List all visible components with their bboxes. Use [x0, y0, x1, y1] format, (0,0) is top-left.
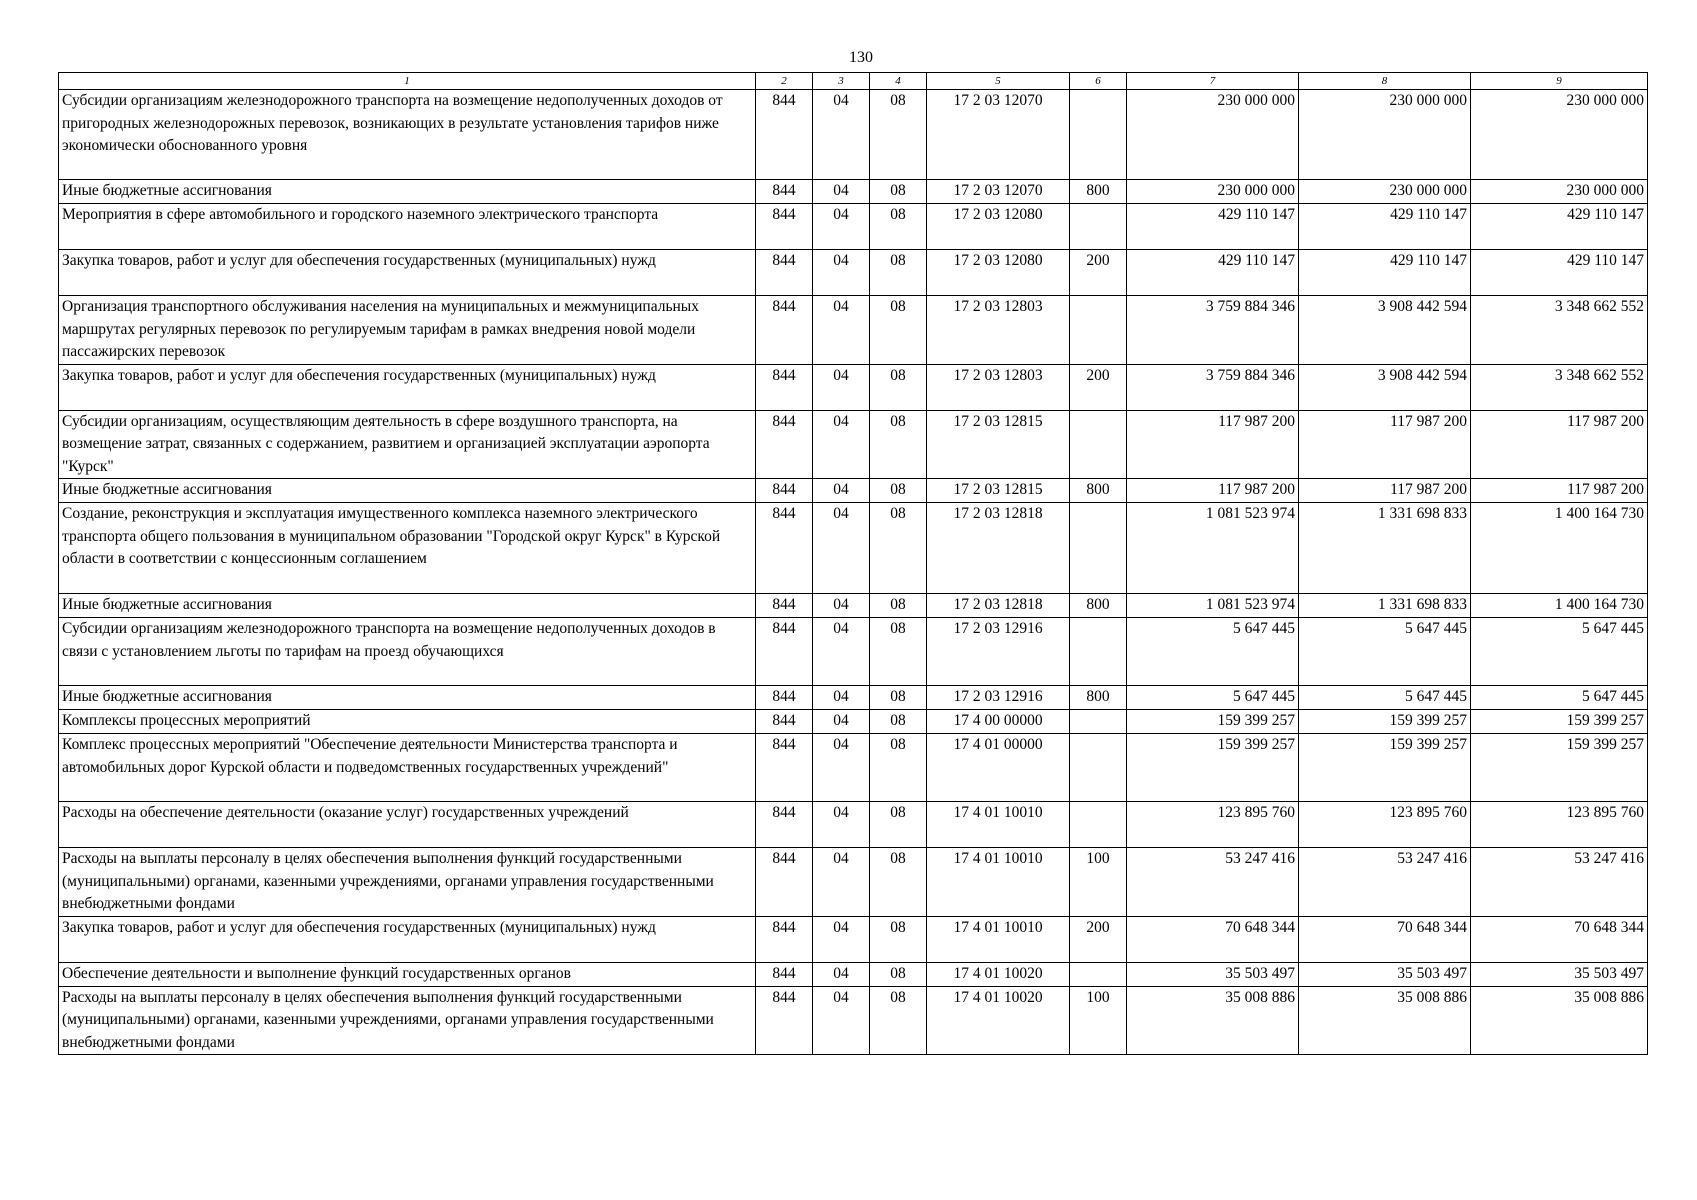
row-section-code: 04: [813, 986, 870, 1055]
table-row: [59, 916, 1648, 962]
row-amount-year-1: 3 759 884 346: [1127, 296, 1299, 365]
row-expense-type-code: 200: [1070, 916, 1127, 962]
row-amount-year-2: 159 399 257: [1299, 710, 1471, 734]
row-grbs-code: 844: [756, 503, 813, 594]
row-target-article-code: 17 4 01 10020: [927, 986, 1070, 1055]
row-amount-year-1: 159 399 257: [1127, 734, 1299, 802]
row-grbs-code: 844: [756, 802, 813, 848]
row-amount-year-2: 159 399 257: [1299, 734, 1471, 802]
table-row: [59, 180, 1648, 204]
row-name: Расходы на выплаты персоналу в целях обеспечения выполнения функций государственными (муниципальными) органами, казенными учреждениями, органами управления государственными внебюджетными фондами: [59, 848, 756, 917]
row-amount-year-3: 1 400 164 730: [1471, 503, 1648, 594]
table-row: [59, 594, 1648, 618]
row-section-code: 04: [813, 710, 870, 734]
row-amount-year-3: 429 110 147: [1471, 250, 1648, 296]
row-section-code: 04: [813, 686, 870, 710]
row-grbs-code: 844: [756, 204, 813, 250]
table-row: [59, 410, 1648, 479]
row-amount-year-2: 5 647 445: [1299, 618, 1471, 686]
row-amount-year-3: 1 400 164 730: [1471, 594, 1648, 618]
table-row: [59, 618, 1648, 686]
row-expense-type-code: [1070, 204, 1127, 250]
row-amount-year-3: 230 000 000: [1471, 90, 1648, 180]
row-expense-type-code: [1070, 962, 1127, 986]
row-section-code: 04: [813, 802, 870, 848]
row-grbs-code: 844: [756, 594, 813, 618]
row-amount-year-3: 159 399 257: [1471, 734, 1648, 802]
row-amount-year-2: 3 908 442 594: [1299, 364, 1471, 410]
row-target-article-code: 17 4 01 10010: [927, 848, 1070, 917]
row-amount-year-1: 5 647 445: [1127, 618, 1299, 686]
row-expense-type-code: 800: [1070, 479, 1127, 503]
table-row: [59, 710, 1648, 734]
row-amount-year-1: 123 895 760: [1127, 802, 1299, 848]
row-section-code: 04: [813, 250, 870, 296]
row-name: Организация транспортного обслуживания населения на муниципальных и межмуниципальных маршрутах регулярных перевозок по регулируемым тарифам в рамках внедрения новой модели пассажирских перевозок: [59, 296, 756, 365]
row-amount-year-2: 117 987 200: [1299, 479, 1471, 503]
row-name: Иные бюджетные ассигнования: [59, 180, 756, 204]
row-amount-year-2: 3 908 442 594: [1299, 296, 1471, 365]
row-grbs-code: 844: [756, 618, 813, 686]
row-target-article-code: 17 2 03 12815: [927, 410, 1070, 479]
table-row: [59, 686, 1648, 710]
row-amount-year-1: 1 081 523 974: [1127, 594, 1299, 618]
row-subsection-code: 08: [870, 364, 927, 410]
row-section-code: 04: [813, 364, 870, 410]
row-grbs-code: 844: [756, 686, 813, 710]
row-grbs-code: 844: [756, 410, 813, 479]
row-target-article-code: 17 4 00 00000: [927, 710, 1070, 734]
row-subsection-code: 08: [870, 962, 927, 986]
row-name: Иные бюджетные ассигнования: [59, 686, 756, 710]
row-amount-year-3: 230 000 000: [1471, 180, 1648, 204]
table-row: [59, 503, 1648, 594]
row-expense-type-code: 800: [1070, 180, 1127, 204]
row-target-article-code: 17 2 03 12916: [927, 686, 1070, 710]
row-amount-year-2: 230 000 000: [1299, 90, 1471, 180]
column-number: 6: [1070, 73, 1127, 90]
table-row: [59, 986, 1648, 1055]
row-subsection-code: 08: [870, 90, 927, 180]
row-expense-type-code: 100: [1070, 848, 1127, 917]
table-row: [59, 296, 1648, 365]
column-number-row: [59, 73, 1648, 90]
row-name: Расходы на обеспечение деятельности (оказание услуг) государственных учреждений: [59, 802, 756, 848]
row-subsection-code: 08: [870, 734, 927, 802]
row-name: Субсидии организациям железнодорожного транспорта на возмещение недополученных доходов в связи с установлением льготы по тарифам на проезд обучающихся: [59, 618, 756, 686]
column-number: 3: [813, 73, 870, 90]
row-expense-type-code: 200: [1070, 364, 1127, 410]
row-target-article-code: 17 2 03 12803: [927, 364, 1070, 410]
table-row: [59, 204, 1648, 250]
row-section-code: 04: [813, 503, 870, 594]
row-amount-year-1: 3 759 884 346: [1127, 364, 1299, 410]
row-amount-year-3: 117 987 200: [1471, 410, 1648, 479]
row-amount-year-1: 230 000 000: [1127, 180, 1299, 204]
row-amount-year-2: 117 987 200: [1299, 410, 1471, 479]
row-name: Иные бюджетные ассигнования: [59, 479, 756, 503]
row-expense-type-code: 200: [1070, 250, 1127, 296]
row-amount-year-3: 35 008 886: [1471, 986, 1648, 1055]
row-expense-type-code: [1070, 734, 1127, 802]
row-amount-year-2: 123 895 760: [1299, 802, 1471, 848]
row-subsection-code: 08: [870, 848, 927, 917]
row-amount-year-3: 159 399 257: [1471, 710, 1648, 734]
row-target-article-code: 17 2 03 12070: [927, 90, 1070, 180]
row-amount-year-2: 1 331 698 833: [1299, 503, 1471, 594]
row-amount-year-1: 35 503 497: [1127, 962, 1299, 986]
row-amount-year-2: 35 503 497: [1299, 962, 1471, 986]
row-amount-year-2: 35 008 886: [1299, 986, 1471, 1055]
row-target-article-code: 17 2 03 12815: [927, 479, 1070, 503]
table-row: [59, 250, 1648, 296]
row-amount-year-1: 1 081 523 974: [1127, 503, 1299, 594]
column-number: 5: [927, 73, 1070, 90]
row-section-code: 04: [813, 204, 870, 250]
row-amount-year-2: 429 110 147: [1299, 204, 1471, 250]
row-amount-year-1: 429 110 147: [1127, 204, 1299, 250]
row-name: Обеспечение деятельности и выполнение функций государственных органов: [59, 962, 756, 986]
row-amount-year-3: 5 647 445: [1471, 686, 1648, 710]
column-number: 2: [756, 73, 813, 90]
row-expense-type-code: [1070, 802, 1127, 848]
table-row: [59, 364, 1648, 410]
row-amount-year-3: 70 648 344: [1471, 916, 1648, 962]
row-expense-type-code: [1070, 710, 1127, 734]
row-subsection-code: 08: [870, 802, 927, 848]
row-subsection-code: 08: [870, 594, 927, 618]
row-amount-year-2: 429 110 147: [1299, 250, 1471, 296]
row-target-article-code: 17 2 03 12070: [927, 180, 1070, 204]
row-amount-year-1: 35 008 886: [1127, 986, 1299, 1055]
row-amount-year-2: 230 000 000: [1299, 180, 1471, 204]
row-section-code: 04: [813, 410, 870, 479]
row-section-code: 04: [813, 916, 870, 962]
row-amount-year-1: 429 110 147: [1127, 250, 1299, 296]
row-expense-type-code: [1070, 503, 1127, 594]
row-amount-year-3: 123 895 760: [1471, 802, 1648, 848]
row-subsection-code: 08: [870, 204, 927, 250]
row-expense-type-code: 100: [1070, 986, 1127, 1055]
row-amount-year-3: 53 247 416: [1471, 848, 1648, 917]
table-body: [59, 90, 1648, 1055]
row-expense-type-code: 800: [1070, 686, 1127, 710]
row-target-article-code: 17 2 03 12818: [927, 503, 1070, 594]
row-subsection-code: 08: [870, 250, 927, 296]
budget-table: [58, 72, 1648, 1055]
row-subsection-code: 08: [870, 479, 927, 503]
table-row: [59, 479, 1648, 503]
row-section-code: 04: [813, 296, 870, 365]
row-name: Комплекс процессных мероприятий "Обеспечение деятельности Министерства транспорта и автомобильных дорог Курской области и подведомственных государственных учреждений": [59, 734, 756, 802]
row-amount-year-1: 70 648 344: [1127, 916, 1299, 962]
row-name: Субсидии организациям, осуществляющим деятельность в сфере воздушного транспорта, на возмещение затрат, связанных с содержанием, развитием и организацией эксплуатации аэропорта "Курск": [59, 410, 756, 479]
row-name: Закупка товаров, работ и услуг для обеспечения государственных (муниципальных) нужд: [59, 250, 756, 296]
row-name: Закупка товаров, работ и услуг для обеспечения государственных (муниципальных) нужд: [59, 916, 756, 962]
row-subsection-code: 08: [870, 503, 927, 594]
row-amount-year-1: 53 247 416: [1127, 848, 1299, 917]
row-section-code: 04: [813, 90, 870, 180]
row-target-article-code: 17 4 01 10010: [927, 916, 1070, 962]
row-target-article-code: 17 2 03 12080: [927, 250, 1070, 296]
row-grbs-code: 844: [756, 180, 813, 204]
row-grbs-code: 844: [756, 479, 813, 503]
row-amount-year-1: 117 987 200: [1127, 479, 1299, 503]
row-subsection-code: 08: [870, 686, 927, 710]
row-subsection-code: 08: [870, 986, 927, 1055]
column-number: 8: [1299, 73, 1471, 90]
row-name: Субсидии организациям железнодорожного транспорта на возмещение недополученных доходов от пригородных железнодорожных перевозок, возникающих в результате установления тарифов ниже экономически обоснованного уровня: [59, 90, 756, 180]
row-amount-year-1: 5 647 445: [1127, 686, 1299, 710]
row-subsection-code: 08: [870, 296, 927, 365]
row-section-code: 04: [813, 962, 870, 986]
row-name: Комплексы процессных мероприятий: [59, 710, 756, 734]
row-amount-year-3: 429 110 147: [1471, 204, 1648, 250]
column-number: 4: [870, 73, 927, 90]
row-amount-year-3: 5 647 445: [1471, 618, 1648, 686]
column-number: 9: [1471, 73, 1648, 90]
row-section-code: 04: [813, 618, 870, 686]
page-number: 130: [849, 49, 873, 66]
row-section-code: 04: [813, 594, 870, 618]
row-subsection-code: 08: [870, 410, 927, 479]
table-row: [59, 962, 1648, 986]
row-expense-type-code: [1070, 410, 1127, 479]
table-row: [59, 848, 1648, 917]
row-name: Создание, реконструкция и эксплуатация имущественного комплекса наземного электрического транспорта общего пользования в муниципальном образовании "Городской округ Курск" в Курской области в соответствии с концессионным соглашением: [59, 503, 756, 594]
row-grbs-code: 844: [756, 710, 813, 734]
row-amount-year-1: 230 000 000: [1127, 90, 1299, 180]
row-target-article-code: 17 4 01 00000: [927, 734, 1070, 802]
row-grbs-code: 844: [756, 90, 813, 180]
table-row: [59, 90, 1648, 180]
row-expense-type-code: [1070, 618, 1127, 686]
table-row: [59, 802, 1648, 848]
row-grbs-code: 844: [756, 962, 813, 986]
row-grbs-code: 844: [756, 848, 813, 917]
row-section-code: 04: [813, 848, 870, 917]
row-section-code: 04: [813, 180, 870, 204]
row-subsection-code: 08: [870, 916, 927, 962]
row-amount-year-2: 1 331 698 833: [1299, 594, 1471, 618]
row-name: Иные бюджетные ассигнования: [59, 594, 756, 618]
row-target-article-code: 17 4 01 10010: [927, 802, 1070, 848]
row-amount-year-3: 3 348 662 552: [1471, 296, 1648, 365]
row-amount-year-3: 35 503 497: [1471, 962, 1648, 986]
row-grbs-code: 844: [756, 296, 813, 365]
row-grbs-code: 844: [756, 916, 813, 962]
row-expense-type-code: [1070, 90, 1127, 180]
row-target-article-code: 17 2 03 12818: [927, 594, 1070, 618]
row-target-article-code: 17 2 03 12080: [927, 204, 1070, 250]
row-expense-type-code: [1070, 296, 1127, 365]
row-target-article-code: 17 2 03 12803: [927, 296, 1070, 365]
row-amount-year-2: 53 247 416: [1299, 848, 1471, 917]
row-amount-year-3: 3 348 662 552: [1471, 364, 1648, 410]
row-subsection-code: 08: [870, 180, 927, 204]
row-amount-year-3: 117 987 200: [1471, 479, 1648, 503]
row-amount-year-1: 159 399 257: [1127, 710, 1299, 734]
row-grbs-code: 844: [756, 250, 813, 296]
table-row: [59, 734, 1648, 802]
row-section-code: 04: [813, 734, 870, 802]
row-target-article-code: 17 2 03 12916: [927, 618, 1070, 686]
row-amount-year-2: 70 648 344: [1299, 916, 1471, 962]
column-number: 1: [59, 73, 756, 90]
row-subsection-code: 08: [870, 618, 927, 686]
row-expense-type-code: 800: [1070, 594, 1127, 618]
row-target-article-code: 17 4 01 10020: [927, 962, 1070, 986]
row-name: Мероприятия в сфере автомобильного и городского наземного электрического транспорта: [59, 204, 756, 250]
row-subsection-code: 08: [870, 710, 927, 734]
row-name: Закупка товаров, работ и услуг для обеспечения государственных (муниципальных) нужд: [59, 364, 756, 410]
row-grbs-code: 844: [756, 986, 813, 1055]
row-name: Расходы на выплаты персоналу в целях обеспечения выполнения функций государственными (муниципальными) органами, казенными учреждениями, органами управления государственными внебюджетными фондами: [59, 986, 756, 1055]
row-amount-year-2: 5 647 445: [1299, 686, 1471, 710]
row-section-code: 04: [813, 479, 870, 503]
row-amount-year-1: 117 987 200: [1127, 410, 1299, 479]
row-grbs-code: 844: [756, 364, 813, 410]
column-number: 7: [1127, 73, 1299, 90]
row-grbs-code: 844: [756, 734, 813, 802]
